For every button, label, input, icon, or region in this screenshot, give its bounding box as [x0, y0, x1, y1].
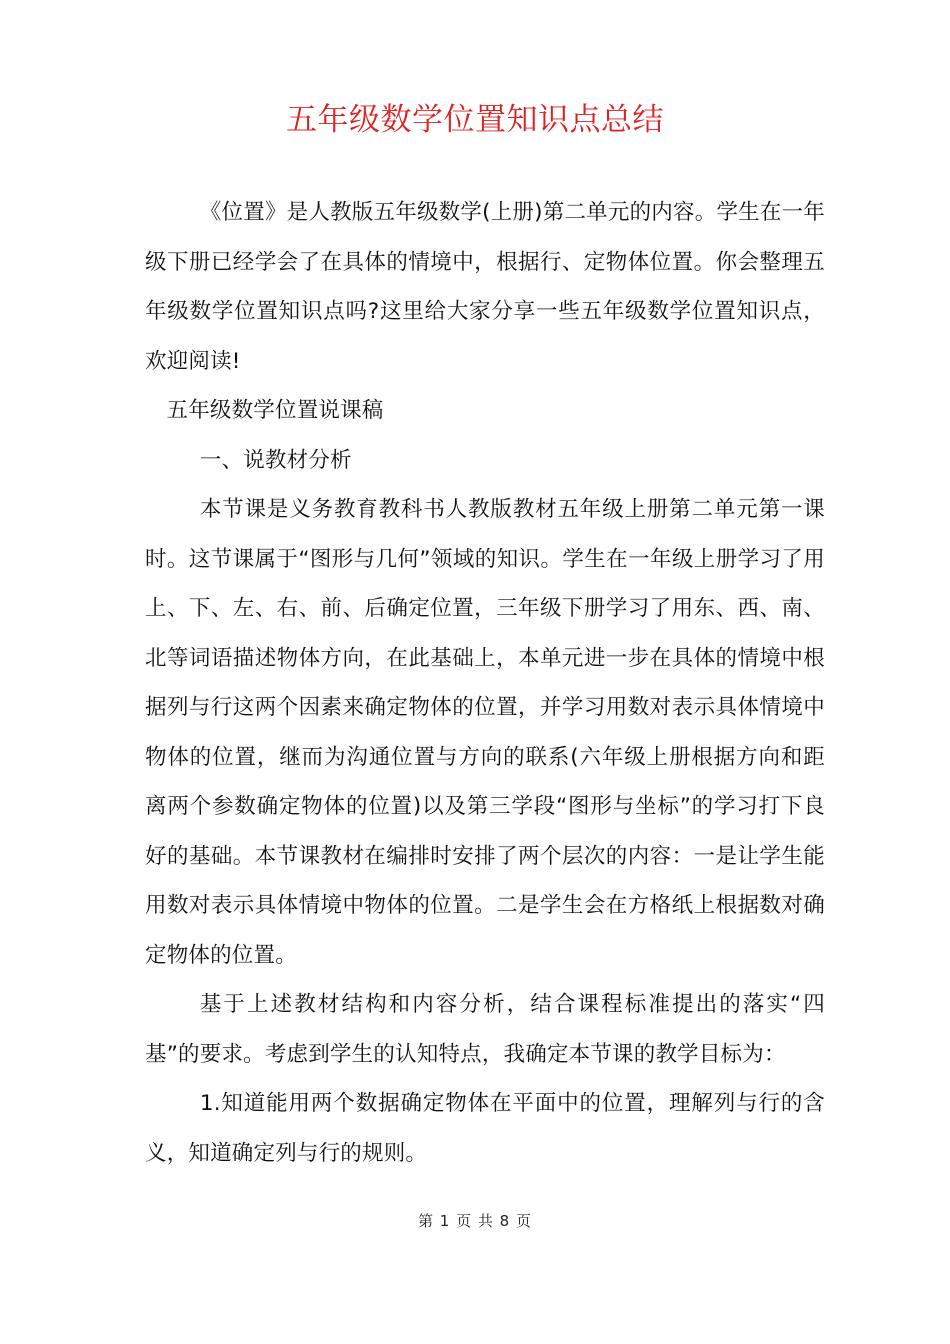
page-number-footer: 第 1 页 共 8 页 [418, 1212, 532, 1230]
document-body [145, 188, 825, 1178]
goal-item-1: 1.知道能用两个数据确定物体在平面中的位置，理解列与行的含义，知道确定列与行的规则。 [145, 1091, 825, 1166]
goals-intro-paragraph: 基于上述教材结构和内容分析，结合课程标准提出的落实“四基”的要求。考虑到学生的认知特点，我确定本节课的教学目标为： [145, 992, 825, 1067]
section-heading: 五年级数学位置说课稿 [166, 398, 384, 423]
analysis-paragraph: 本节课是义务教育教科书人教版教材五年级上册第二单元第一课时。这节课属于“图形与几何”领域的知识。学生在一年级上册学习了用上、下、左、右、前、后确定位置，三年级下册学习了用东、西、南、北等词语描述物体方向，在此基础上，本单元进一步在具体的情境中根据列与行这两个因素来确定物体的位置，并学习用数对表示具体情境中物体的位置，继而为沟通位置与方向的联系(六年级上册根据方向和距离两个参数确定物体的位置)以及第三学段“图形与坐标”的学习打下良好的基础。本节课教材在编排时安排了两个层次的内容：一是让学生能用数对表示具体情境中物体的位置。二是学生会在方格纸上根据数对确定物体的位置。 [145, 497, 825, 968]
document-title: 五年级数学位置知识点总结 [286, 102, 664, 138]
intro-paragraph: 《位置》是人教版五年级数学(上册)第二单元的内容。学生在一年级下册已经学会了在具体的情境中，根据行、定物体位置。你会整理五年级数学位置知识点吗?这里给大家分享一些五年级数学位置知识点，欢迎阅读! [145, 200, 825, 374]
subsection-heading: 一、说教材分析 [199, 447, 352, 473]
